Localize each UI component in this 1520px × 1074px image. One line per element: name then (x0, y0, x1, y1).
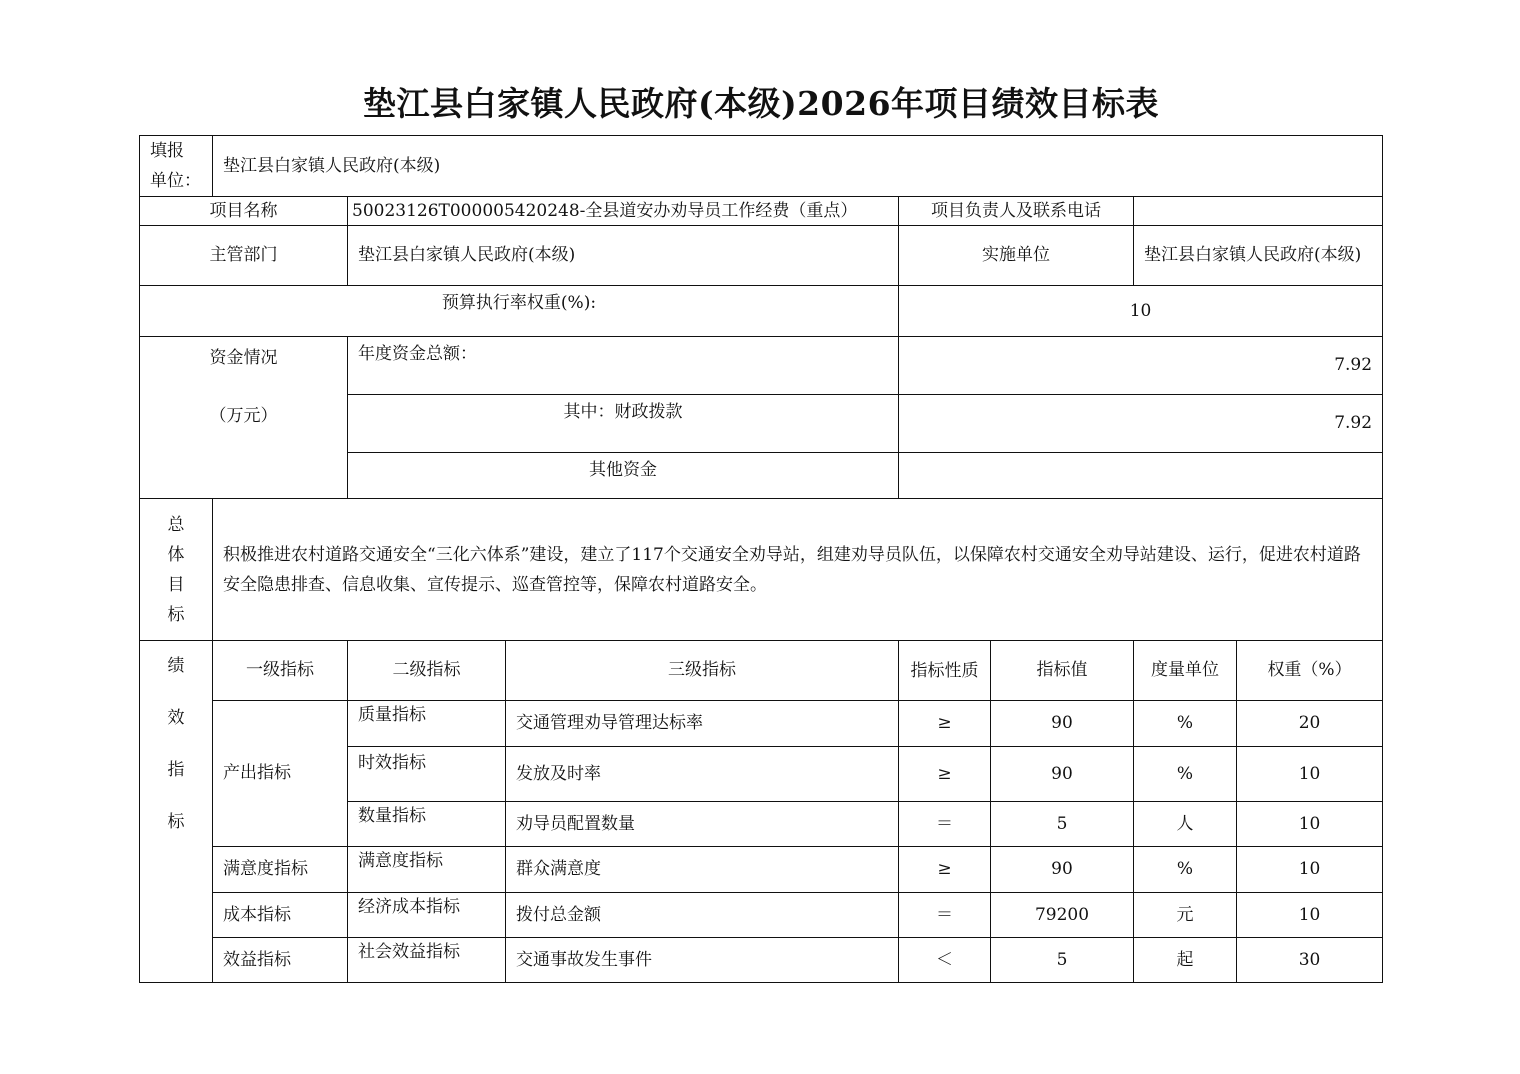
overall-goal-char-2: 体 (167, 544, 185, 565)
supervising-dept-label: 主管部门 (140, 226, 348, 286)
row-level1: 产出指标 (213, 701, 348, 847)
row-value: 5 (991, 802, 1134, 847)
row-weight: 10 (1237, 747, 1383, 802)
reporting-unit-value: 垫江县白家镇人民政府(本级) (213, 136, 1383, 197)
funds-label-top: 资金情况 (209, 348, 278, 368)
row-nature: ≥ (899, 701, 991, 747)
row-level3: 群众满意度 (506, 847, 899, 893)
implementing-unit-label: 实施单位 (899, 226, 1134, 286)
annual-total-funds-label: 年度资金总额： (348, 337, 899, 395)
row-level3: 发放及时率 (506, 747, 899, 802)
row-weight: 10 (1237, 847, 1383, 893)
row-value: 90 (991, 847, 1134, 893)
funds-label-bottom: （万元） (209, 406, 278, 426)
project-contact-label: 项目负责人及联系电话 (899, 197, 1134, 226)
project-name-label: 项目名称 (140, 197, 348, 226)
indicators-char-2: 效 (167, 708, 185, 728)
indicators-char-1: 绩 (167, 656, 185, 676)
header-level3: 三级指标 (506, 641, 899, 701)
row-level3: 劝导员配置数量 (506, 802, 899, 847)
reporting-unit-label-line1: 填报 (150, 141, 184, 161)
project-name-value: 50023126T000005420248-全县道安办劝导员工作经费（重点） (348, 197, 899, 226)
other-funds-label: 其他资金 (348, 453, 899, 499)
row-weight: 10 (1237, 893, 1383, 938)
budget-weight-label: 预算执行率权重(%): (140, 286, 899, 337)
implementing-unit-value: 垫江县白家镇人民政府(本级) (1134, 226, 1383, 286)
row-level2: 社会效益指标 (348, 938, 506, 983)
row-level1: 效益指标 (213, 938, 348, 983)
supervising-dept-value: 垫江县白家镇人民政府(本级) (348, 226, 899, 286)
indicators-label (140, 641, 213, 983)
row-level2: 数量指标 (348, 802, 506, 847)
row-nature: ＜ (899, 938, 991, 983)
row-nature: ≥ (899, 747, 991, 802)
row-value: 79200 (991, 893, 1134, 938)
row-level3: 交通管理劝导管理达标率 (506, 701, 899, 747)
overall-goal-label (140, 499, 213, 641)
row-level3: 交通事故发生事件 (506, 938, 899, 983)
row-unit: % (1134, 701, 1237, 747)
table-row (140, 938, 1383, 983)
other-funds-value (899, 453, 1383, 499)
row-unit: 起 (1134, 938, 1237, 983)
indicators-char-3: 指 (167, 760, 185, 780)
table-row (140, 701, 1383, 747)
header-unit: 度量单位 (1134, 641, 1237, 701)
overall-goal-char-3: 目 (167, 574, 185, 595)
row-weight: 30 (1237, 938, 1383, 983)
table-row (140, 893, 1383, 938)
header-nature: 指标性质 (899, 641, 991, 701)
reporting-unit-label (140, 136, 213, 197)
fiscal-allocation-label: 其中：财政拨款 (348, 395, 899, 453)
row-weight: 10 (1237, 802, 1383, 847)
row-level2: 质量指标 (348, 701, 506, 747)
row-level2: 经济成本指标 (348, 893, 506, 938)
header-level2: 二级指标 (348, 641, 506, 701)
overall-goal-char-1: 总 (167, 514, 185, 535)
header-level1: 一级指标 (213, 641, 348, 701)
indicators-char-4: 标 (167, 812, 185, 832)
budget-weight-value: 10 (899, 286, 1383, 337)
row-level2: 时效指标 (348, 747, 506, 802)
header-value: 指标值 (991, 641, 1134, 701)
funds-label (140, 337, 348, 499)
row-value: 5 (991, 938, 1134, 983)
performance-target-table (139, 135, 1383, 983)
row-weight: 20 (1237, 701, 1383, 747)
overall-goal-text: 积极推进农村道路交通安全“三化六体系”建设，建立了117个交通安全劝导站，组建劝导员队伍，以保障农村交通安全劝导站建设、运行，促进农村道路安全隐患排查、信息收集、宣传提示、巡查管控等，保障农村道路安全。 (213, 499, 1383, 641)
row-level3: 拨付总金额 (506, 893, 899, 938)
row-unit: % (1134, 847, 1237, 893)
row-level1: 成本指标 (213, 893, 348, 938)
fiscal-allocation-value: 7.92 (899, 395, 1383, 453)
row-level1: 满意度指标 (213, 847, 348, 893)
row-value: 90 (991, 747, 1134, 802)
row-unit: % (1134, 747, 1237, 802)
reporting-unit-label-line2: 单位： (150, 171, 201, 191)
annual-total-funds-value: 7.92 (899, 337, 1383, 395)
header-weight: 权重（%） (1237, 641, 1383, 701)
row-nature: ＝ (899, 802, 991, 847)
table-row (140, 847, 1383, 893)
row-unit: 人 (1134, 802, 1237, 847)
row-level2: 满意度指标 (348, 847, 506, 893)
row-nature: ＝ (899, 893, 991, 938)
project-contact-value (1134, 197, 1383, 226)
row-unit: 元 (1134, 893, 1237, 938)
row-nature: ≥ (899, 847, 991, 893)
overall-goal-char-4: 标 (167, 604, 185, 625)
page-title: 垫江县白家镇人民政府(本级)2026年项目绩效目标表 (362, 84, 1160, 123)
row-value: 90 (991, 701, 1134, 747)
